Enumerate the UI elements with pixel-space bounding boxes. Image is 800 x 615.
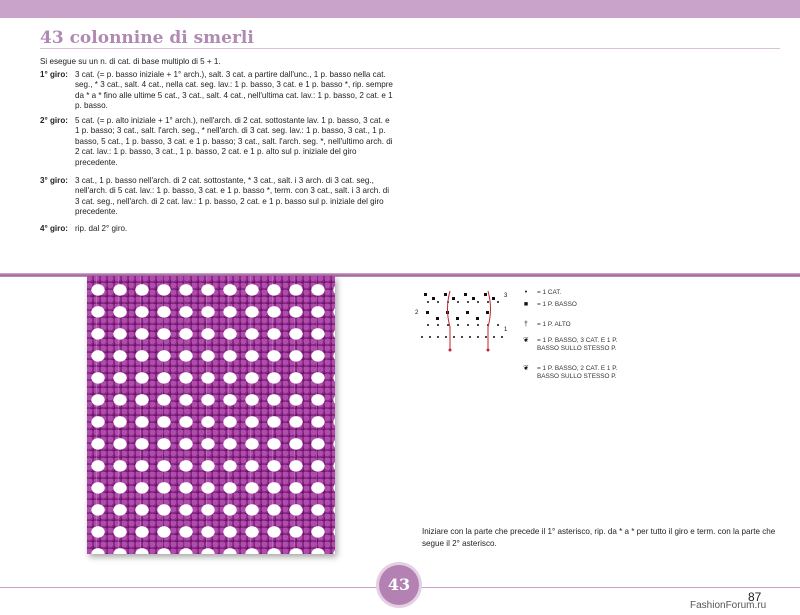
step-label: 4° giro:: [40, 224, 68, 233]
chart-sc: [436, 317, 439, 320]
chart-chain: [427, 324, 429, 326]
chart-chain: [445, 336, 447, 338]
legend-text: = 1 P. ALTO: [537, 321, 571, 328]
step-row-4: [40, 224, 393, 234]
chart-row-2-label: 2: [415, 310, 419, 316]
header-band: [0, 0, 800, 18]
chart-sc: [424, 293, 427, 296]
chart-chain: [477, 301, 479, 303]
chart-row-1-label: 1: [504, 327, 508, 333]
chart-sc: [426, 311, 429, 314]
legend-item-cluster-2: [520, 365, 640, 380]
step-text: 5 cat. (= p. alto iniziale + 1° arch.), nell'arch. di 2 cat. sottostante lav. 1 p. basso, 3 cat. e 1 p. basso; 3 cat., salt. l'arch. seg., * nell'arch. di 3 cat. seg. lav.: 1 p. basso, 3 cat., 1 p. basso, 5 cat., 1 p. basso, 3 cat. e 1 p. basso; 3 cat., salt. l'arch. seg. *, nell'ultimo arch. di 2 cat. lav.: 1 p. basso, 3 cat., 1 p. basso, 2 cat. e 1 p. alto sul p. iniziale del giro precedente.: [75, 116, 393, 167]
crochet-swatch-photo: [87, 276, 335, 554]
chart-chain: [485, 336, 487, 338]
chart-repeat-line: [448, 291, 451, 349]
step-label: 3° giro:: [40, 176, 68, 185]
chart-chain: [461, 336, 463, 338]
pattern-title: 43 colonnine di smerli: [40, 28, 254, 48]
legend-text: = 1 CAT.: [537, 289, 562, 296]
legend-text: = 1 P. BASSO: [537, 301, 577, 308]
step-label: 1° giro:: [40, 70, 68, 79]
instruction-note: Iniziare con la parte che precede il 1° asterisco, rip. da * a * per tutto il giro e term. con la parte che segue il 2° asterisco.: [422, 527, 776, 548]
single-crochet-icon: ■: [523, 301, 529, 308]
chart-chain: [453, 336, 455, 338]
chart-repeat-line: [488, 291, 491, 349]
legend-item-sc: [520, 301, 640, 309]
chart-repeat-marker: [449, 349, 452, 352]
chart-chain: [501, 336, 503, 338]
legend-item-dc: [520, 321, 640, 329]
chart-chain: [447, 324, 449, 326]
chart-chain: [437, 301, 439, 303]
chart-sc: [492, 297, 495, 300]
chart-chain: [467, 324, 469, 326]
chain-dot-icon: •: [524, 289, 528, 296]
chart-sc: [472, 297, 475, 300]
chart-sc: [444, 293, 447, 296]
chart-chain: [457, 301, 459, 303]
chart-chain: [477, 336, 479, 338]
chart-chain: [467, 301, 469, 303]
chart-sc: [432, 297, 435, 300]
watermark: FashionForum.ru: [690, 600, 767, 611]
chart-chain: [477, 324, 479, 326]
legend-text: = 1 P. BASSO, 3 CAT. E 1 P. BASSO SULLO STESSO P.: [537, 337, 618, 352]
pattern-number-badge: 43: [379, 565, 419, 605]
chart-sc: [486, 311, 489, 314]
chart-sc: [466, 311, 469, 314]
chart-sc: [452, 297, 455, 300]
double-crochet-icon: †: [524, 321, 528, 328]
legend-text: = 1 P. BASSO, 2 CAT. E 1 P. BASSO SULLO STESSO P.: [537, 365, 618, 380]
title-divider: [40, 48, 780, 49]
chart-chain: [487, 301, 489, 303]
chart-sc: [456, 317, 459, 320]
step-text: 3 cat., 1 p. basso nell'arch. di 2 cat. sottostante, * 3 cat., salt. i 3 arch. di 3 cat. seg., nell'arch. di 5 cat. lav.: 1 p. basso, 3 cat. e 1 p. basso *, term. con 3 cat., salt. i 3 arch. di 3 cat. seg., nell'arch. di 2 cat. lav.: 1 p. basso, 2 cat. e 1 p. basso sul p. iniziale del giro precedente.: [75, 176, 390, 217]
legend-item-cluster-3: [520, 337, 640, 352]
cluster-2-icon: ❦: [523, 365, 529, 372]
step-row-2: [40, 116, 393, 168]
intro-text: Si esegue su un n. di cat. di base multiplo di 5 + 1.: [40, 57, 221, 66]
chart-row-3-label: 3: [504, 293, 508, 299]
chart-chain: [421, 336, 423, 338]
cluster-3-icon: ❦: [523, 337, 529, 344]
step-text: 3 cat. (= p. basso iniziale + 1° arch.), salt. 3 cat. a partire dall'unc., 1 p. basso nella cat. seg., * 3 cat., salt. 4 cat., nella cat. seg. lav.: 1 p. basso, 3 cat. e 1 p. basso *, rip. sempre da * a * fino alle ultime 5 cat., 3 cat., salt. 4 cat., nell'ultima cat. lav.: 1 p. basso, 2 cat. e 1 p. basso.: [75, 70, 393, 111]
step-row-1: [40, 70, 393, 112]
stitch-diagram: [414, 287, 514, 357]
chart-chain: [429, 336, 431, 338]
chart-chain: [457, 324, 459, 326]
chart-repeat-marker: [487, 349, 490, 352]
chart-sc: [464, 293, 467, 296]
chart-chain: [437, 336, 439, 338]
page-number: 87: [748, 590, 762, 604]
chart-chain: [427, 301, 429, 303]
chart-chain: [497, 324, 499, 326]
chart-chain: [493, 336, 495, 338]
legend-item-chain: [520, 289, 640, 297]
step-text: rip. dal 2° giro.: [75, 224, 128, 233]
chart-sc: [484, 293, 487, 296]
step-row-3: [40, 176, 393, 218]
chart-chain: [469, 336, 471, 338]
chart-chain: [437, 324, 439, 326]
chart-sc: [476, 317, 479, 320]
step-label: 2° giro:: [40, 116, 68, 125]
chart-chain: [497, 301, 499, 303]
